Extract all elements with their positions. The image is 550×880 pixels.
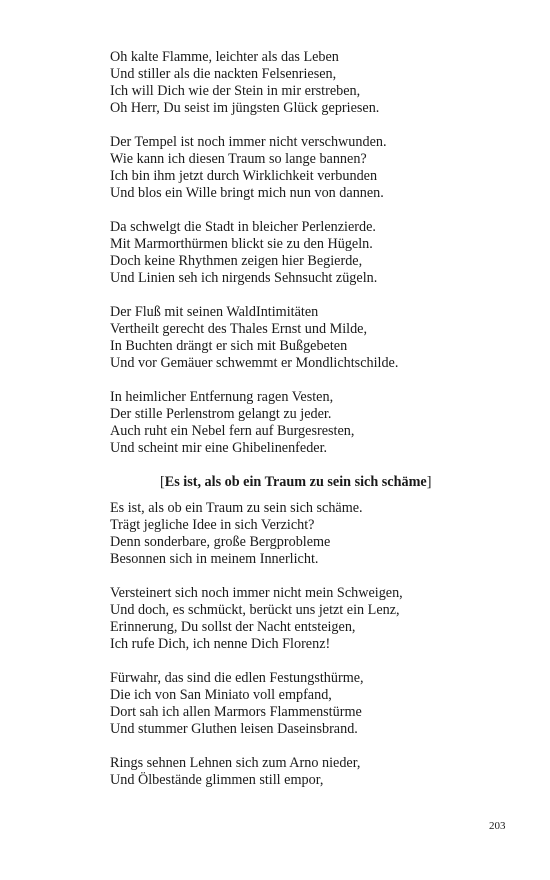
verse-line: Und blos ein Wille bringt mich nun von dannen. — [110, 185, 384, 201]
verse-line: Oh kalte Flamme, leichter als das Leben — [110, 49, 339, 65]
stanza — [110, 585, 510, 653]
stanza — [110, 670, 510, 738]
verse-line: In heimlicher Entfernung ragen Vesten, — [110, 389, 334, 405]
poem-1 — [110, 49, 510, 457]
verse-line: Mit Marmorthürmen blickt sie zu den Hügeln. — [110, 236, 373, 252]
verse-line: Besonnen sich in meinem Innerlicht. — [110, 551, 319, 567]
stanza — [110, 755, 510, 789]
page-number: 203 — [489, 820, 506, 832]
verse-line: Und scheint mir eine Ghibelinenfeder. — [110, 440, 328, 456]
verse-line: Und Linien seh ich nirgends Sehnsucht zügeln. — [110, 270, 378, 286]
verse-line: Und doch, es schmückt, berückt uns jetzt ein Lenz, — [110, 602, 400, 618]
stanza — [110, 304, 510, 372]
verse-line: Denn sonderbare, große Bergprobleme — [110, 534, 331, 550]
verse-line: Da schwelgt die Stadt in bleicher Perlenzierde. — [110, 219, 376, 235]
verse-line: Und stummer Gluthen leisen Daseinsbrand. — [110, 721, 358, 737]
stanza — [110, 389, 510, 457]
poem-2 — [110, 500, 510, 789]
verse-line: Es ist, als ob ein Traum zu sein sich schäme. — [110, 500, 363, 516]
stanza — [110, 219, 510, 287]
verse-line: In Buchten drängt er sich mit Bußgebeten — [110, 338, 348, 354]
verse-line: Ich rufe Dich, ich nenne Dich Florenz! — [110, 636, 331, 652]
verse-line: Und stiller als die nackten Felsenriesen, — [110, 66, 337, 82]
stanza — [110, 500, 510, 568]
stanza — [110, 134, 510, 202]
verse-line: Vertheilt gerecht des Thales Ernst und Milde, — [110, 321, 368, 337]
verse-line: Dort sah ich allen Marmors Flammenstürme — [110, 704, 362, 720]
poem-title — [160, 474, 510, 491]
page-body — [110, 49, 510, 806]
verse-line: Und Ölbestände glimmen still empor, — [110, 772, 324, 788]
verse-line: Ich bin ihm jetzt durch Wirklichkeit verbunden — [110, 168, 378, 184]
verse-line: Rings sehnen Lehnen sich zum Arno nieder, — [110, 755, 361, 771]
verse-line: Der stille Perlenstrom gelangt zu jeder. — [110, 406, 332, 422]
verse-line: Und vor Gemäuer schwemmt er Mondlichtschilde. — [110, 355, 399, 371]
verse-line: Der Fluß mit seinen WaldIntimitäten — [110, 304, 319, 320]
verse-line: Versteinert sich noch immer nicht mein Schweigen, — [110, 585, 403, 601]
verse-line: Auch ruht ein Nebel fern auf Burgesresten, — [110, 423, 355, 439]
verse-line: Oh Herr, Du seist im jüngsten Glück gepriesen. — [110, 100, 380, 116]
verse-line: Trägt jegliche Idee in sich Verzicht? — [110, 517, 315, 533]
verse-line: Fürwahr, das sind die edlen Festungsthürme, — [110, 670, 364, 686]
verse-line: Die ich von San Miniato voll empfand, — [110, 687, 332, 703]
verse-line: Der Tempel ist noch immer nicht verschwunden. — [110, 134, 387, 150]
verse-line: Erinnerung, Du sollst der Nacht entsteigen, — [110, 619, 356, 635]
verse-line: Ich will Dich wie der Stein in mir erstreben, — [110, 83, 361, 99]
poem-title-text: Es ist, als ob ein Traum zu sein sich schäme — [164, 474, 427, 490]
title-bracket-open: [ — [160, 474, 165, 490]
stanza — [110, 49, 510, 117]
title-bracket-close: ] — [426, 474, 432, 490]
verse-line: Doch keine Rhythmen zeigen hier Begierde, — [110, 253, 363, 269]
verse-line: Wie kann ich diesen Traum so lange bannen? — [110, 151, 367, 167]
